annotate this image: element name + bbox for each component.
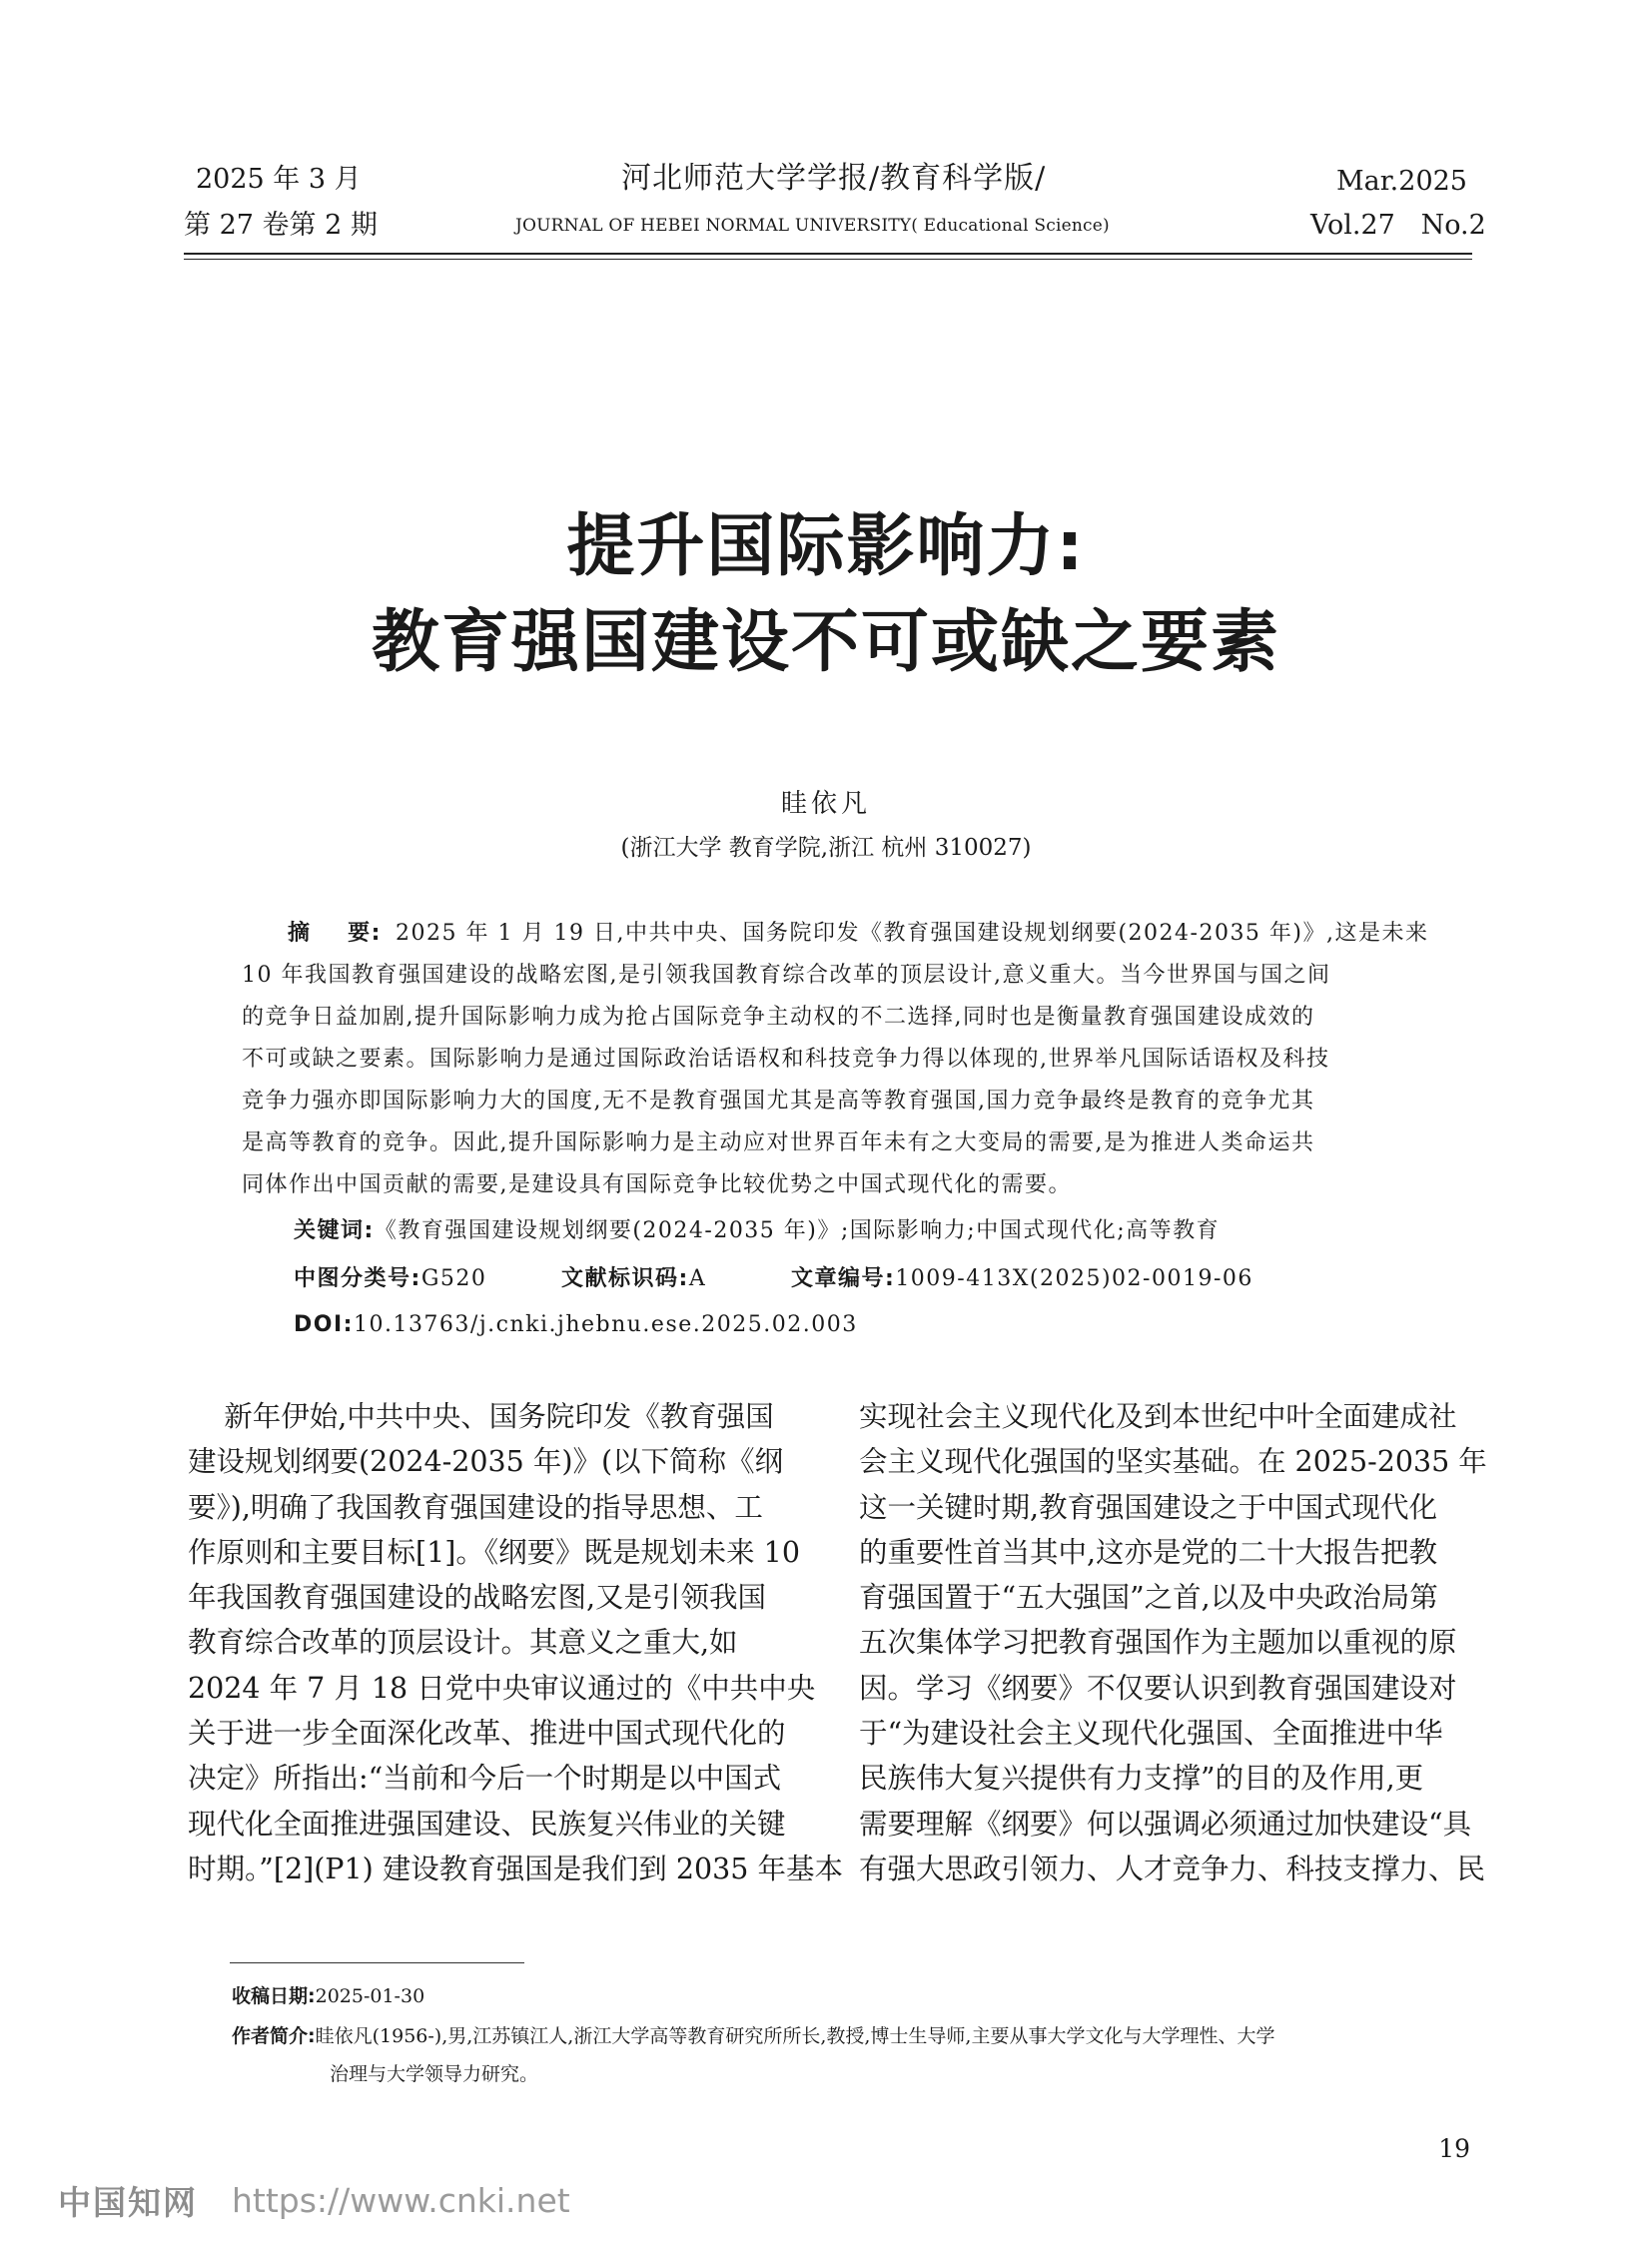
abstract-line: 同体作出中国贡献的需要,是建设具有国际竞争比较优势之中国式现代化的需要。 (242, 1172, 1072, 1197)
keywords (294, 1220, 1220, 1242)
body-line: 新年伊始,中共中央、国务院印发《教育强国 (188, 1400, 774, 1433)
abstract-line: 不可或缺之要素。国际影响力是通过国际政治话语权和科技竞争力得以体现的,世界举凡国际话语权及科技 (242, 1047, 1330, 1072)
cnki-url[interactable]: https://www.cnki.net (232, 2181, 570, 2220)
page-number: 19 (1438, 2134, 1470, 2163)
clc-number: 中图分类号:G520 (294, 1266, 487, 1291)
body-line: 五次集体学习把教育强国作为主题加以重视的原 (859, 1626, 1457, 1660)
issue-volume-cn: 第 27 卷第 2 期 (184, 210, 378, 241)
received-date: 收稿日期:2025-01-30 (232, 1985, 425, 2007)
doi-link[interactable]: 10.13763/j.cnki.jhebnu.ese.2025.02.003 (353, 1312, 858, 1337)
body-line: 需要理解《纲要》何以强调必须通过加快建设“具 (859, 1807, 1472, 1841)
author-bio-cont: 治理与大学领导力研究。 (330, 2063, 539, 2085)
body-line: 育强国置于“五大强国”之首,以及中央政治局第 (859, 1581, 1438, 1615)
body-line: 这一关键时期,教育强国建设之于中国式现代化 (859, 1490, 1438, 1524)
body-line: 时期。”[2](P1) 建设教育强国是我们到 2035 年基本 (188, 1852, 843, 1885)
journal-title-cn: 河北师范大学学报/教育科学版/ (621, 161, 1047, 196)
article-title-line1: 提升国际影响力: (566, 507, 1086, 586)
body-line: 要》),明确了我国教育强国建设的指导思想、工 (188, 1490, 763, 1524)
author-name: 眭依凡 (780, 789, 871, 819)
author-bio: 作者简介:眭依凡(1956-),男,江苏镇江人,浙江大学高等教育研究所所长,教授,博士生导师,主要从事大学文化与大学理性、大学 (232, 2025, 1275, 2047)
issue-date-cn: 2025 年 3 月 (196, 164, 362, 195)
issue-date-en: Mar.2025 (1336, 166, 1467, 197)
body-line: 有强大思政引领力、人才竞争力、科技支撑力、民 (859, 1852, 1486, 1885)
body-line: 教育综合改革的顶层设计。其意义之重大,如 (188, 1626, 738, 1660)
body-line: 的重要性首当其中,这亦是党的二十大报告把教 (859, 1535, 1438, 1569)
body-line: 关于进一步全面深化改革、推进中国式现代化的 (188, 1717, 786, 1751)
footnote-rule (230, 1962, 524, 1963)
body-line: 现代化全面推进强国建设、民族复兴伟业的关键 (188, 1807, 786, 1841)
body-column-right (859, 1394, 1487, 1891)
abstract-line: 竞争力强亦即国际影响力大的国度,无不是教育强国尤其是高等教育强国,国力竞争最终是教育的竞争尤其 (242, 1089, 1315, 1114)
keywords-label: 关键词: (294, 1218, 375, 1243)
article-title-line2: 教育强国建设不可或缺之要素 (371, 603, 1280, 682)
cnki-logo: 中国知网 (58, 2183, 198, 2222)
article-number: 文章编号:1009-413X(2025)02-0019-06 (791, 1266, 1253, 1291)
body-line: 于“为建设社会主义现代化强国、全面推进中华 (859, 1717, 1443, 1751)
journal-title-en: JOURNAL OF HEBEI NORMAL UNIVERSITY( Educational Science) (515, 216, 1110, 236)
body-line: 实现社会主义现代化及到本世纪中叶全面建成社 (859, 1400, 1457, 1433)
document-code: 文献标识码:A (561, 1266, 707, 1291)
body-line: 决定》所指出:“当前和今后一个时期是以中国式 (188, 1762, 782, 1796)
body-line: 年我国教育强国建设的战略宏图,又是引领我国 (188, 1581, 767, 1615)
body-line: 民族伟大复兴提供有力支撑”的目的及作用,更 (859, 1762, 1424, 1796)
abstract-line: 2025 年 1 月 19 日,中共中央、国务院印发《教育强国建设规划纲要(2024-2035 年)》,这是未来 (396, 921, 1429, 946)
keywords-text: 《教育强国建设规划纲要(2024-2035 年)》;国际影响力;中国式现代化;高等教育 (374, 1218, 1221, 1243)
cnki-watermark (58, 2177, 570, 2224)
header-rule-thin (184, 259, 1472, 260)
header-rule (184, 253, 1472, 255)
body-line: 作原则和主要目标[1]。《纲要》既是规划未来 10 (188, 1535, 800, 1569)
abstract-line: 10 年我国教育强国建设的战略宏图,是引领我国教育综合改革的顶层设计,意义重大。当今世界国与国之间 (242, 963, 1331, 988)
abstract-line: 的竞争日益加剧,提升国际影响力成为抢占国际竞争主动权的不二选择,同时也是衡量教育强国建设成效的 (242, 1005, 1315, 1030)
doi: DOI:10.13763/j.cnki.jhebnu.ese.2025.02.003 (294, 1312, 858, 1337)
body-line: 2024 年 7 月 18 日党中央审议通过的《中共中央 (188, 1671, 816, 1705)
abstract-line: 是高等教育的竞争。因此,提升国际影响力是主动应对世界百年未有之大变局的需要,是为推进人类命运共 (242, 1130, 1315, 1155)
body-line: 建设规划纲要(2024-2035 年)》(以下简称《纲 (188, 1445, 784, 1479)
issue-volume-en: Vol.27 No.2 (1310, 210, 1486, 241)
abstract-label: 摘 要: (288, 921, 382, 946)
body-line: 因。学习《纲要》不仅要认识到教育强国建设对 (859, 1671, 1457, 1705)
body-line: 会主义现代化强国的坚实基础。在 2025-2035 年 (859, 1445, 1487, 1479)
author-affiliation: (浙江大学 教育学院,浙江 杭州 310027) (620, 835, 1032, 861)
body-column-left (188, 1394, 843, 1891)
